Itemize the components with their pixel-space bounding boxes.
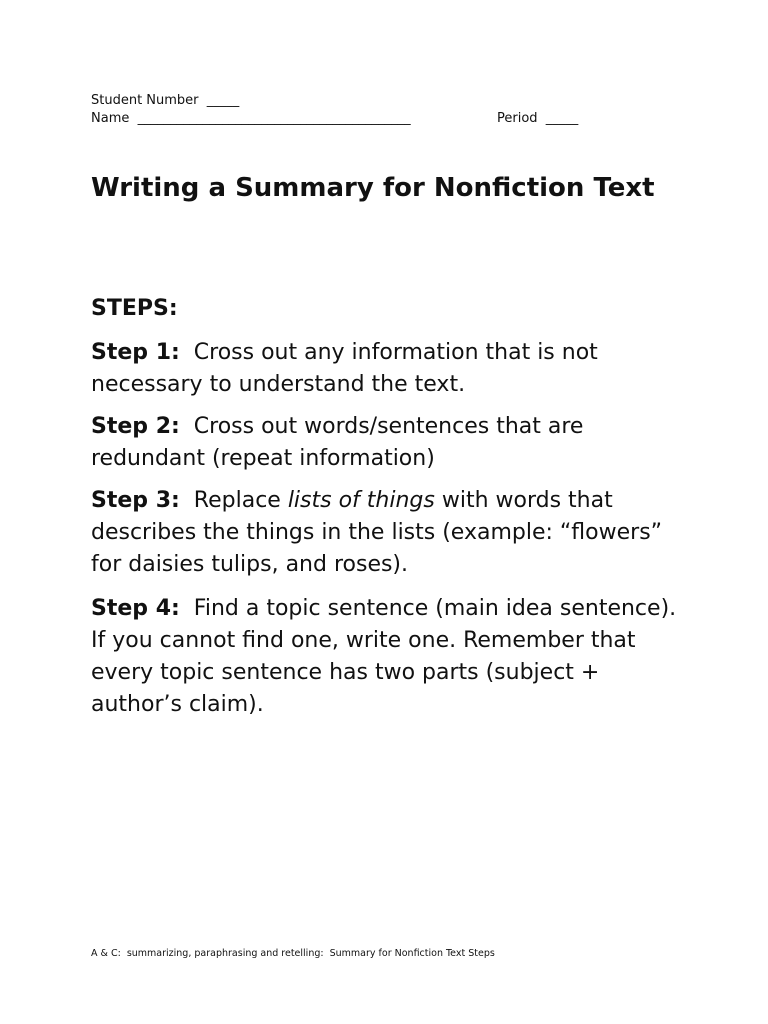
name-line: Name __________________________________________ — [91, 111, 411, 126]
step-2-text: Cross out words/sentences that are redundant (repeat information) — [91, 414, 584, 471]
step-3-text-before: Replace — [193, 488, 288, 513]
student-number-line: Student Number _____ — [91, 93, 240, 108]
period-line: Period _____ — [497, 111, 579, 126]
step-2 — [91, 411, 691, 475]
page-title: Writing a Summary for Nonfiction Text — [91, 173, 655, 203]
step-3-text-after: with words that describes the things in the lists (example: “flowers” for daisies tulips, and roses). — [91, 488, 663, 577]
step-1-label: Step 1: — [91, 340, 180, 365]
step-4-text: Find a topic sentence (main idea sentence). If you cannot find one, write one. Remember that every topic sentence has two parts (subject + author’s claim). — [91, 596, 677, 717]
step-1-text: Cross out any information that is not necessary to understand the text. — [91, 340, 598, 397]
step-4 — [91, 593, 691, 721]
step-3-text-italic: lists of things — [287, 488, 435, 513]
steps-heading: STEPS: — [91, 296, 178, 321]
page-footer: A & C: summarizing, paraphrasing and retelling: Summary for Nonfiction Text Steps — [91, 948, 495, 959]
step-4-label: Step 4: — [91, 596, 180, 621]
step-2-label: Step 2: — [91, 414, 180, 439]
step-3 — [91, 485, 691, 581]
step-3-label: Step 3: — [91, 488, 180, 513]
step-1 — [91, 337, 691, 401]
